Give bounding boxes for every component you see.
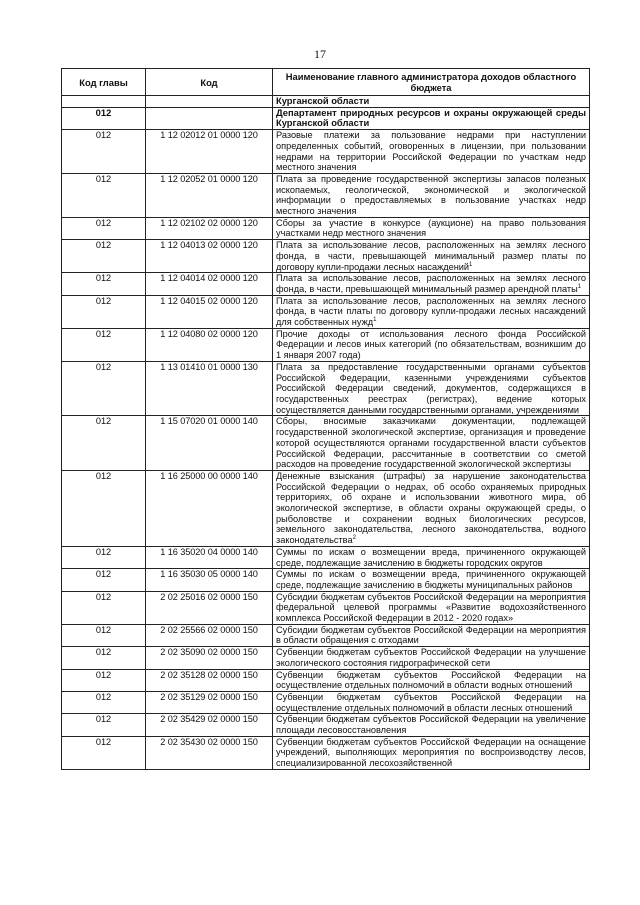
table-row xyxy=(62,669,590,691)
cell-code: 2 02 35430 02 0000 150 xyxy=(146,736,273,769)
cell-name xyxy=(273,217,590,239)
table-header-row xyxy=(62,69,590,96)
table-row xyxy=(62,569,590,591)
cell-code: 1 12 04014 02 0000 120 xyxy=(146,273,273,295)
name-text: Департамент природных ресурсов и охраны окружающей среды Курганской области xyxy=(276,106,586,129)
cell-chief-code xyxy=(62,96,146,108)
name-text: Курганской области xyxy=(276,95,370,106)
footnote-marker: 2 xyxy=(352,535,356,542)
cell-name xyxy=(273,173,590,217)
name-text: Плата за использование лесов, расположенных на землях лесного фонда, в части платы по договору купли-продажи лесных насаждений для собственных нужд xyxy=(276,295,586,328)
cell-name xyxy=(273,647,590,669)
cell-name xyxy=(273,328,590,361)
cell-code: 1 15 07020 01 0000 140 xyxy=(146,416,273,471)
cell-code: 1 12 02102 02 0000 120 xyxy=(146,217,273,239)
cell-code: 1 16 35020 04 0000 140 xyxy=(146,546,273,568)
table-row xyxy=(62,130,590,174)
cell-chief-code: 012 xyxy=(62,569,146,591)
name-text: Суммы по искам о возмещении вреда, причиненного окружающей среде, подлежащие зачислению в бюджеты муниципальных районов xyxy=(276,569,586,590)
table-row xyxy=(62,173,590,217)
cell-chief-code: 012 xyxy=(62,416,146,471)
header-code: Код xyxy=(146,69,273,96)
cell-chief-code: 012 xyxy=(62,736,146,769)
table-row xyxy=(62,591,590,624)
footnote-marker: 1 xyxy=(577,283,582,290)
cell-chief-code: 012 xyxy=(62,217,146,239)
table-row xyxy=(62,328,590,361)
cell-chief-code: 012 xyxy=(62,470,146,546)
name-text: Субвенции бюджетам субъектов Российской Федерации на осуществление отдельных полномочий в области лесных отношений xyxy=(276,691,586,713)
cell-code: 2 02 35129 02 0000 150 xyxy=(146,691,273,713)
cell-chief-code: 012 xyxy=(62,591,146,624)
cell-name xyxy=(273,130,590,174)
cell-chief-code: 012 xyxy=(62,295,146,328)
cell-name xyxy=(273,273,590,295)
cell-code: 2 02 35429 02 0000 150 xyxy=(146,714,273,736)
header-name: Наименование главного администратора доходов областного бюджета xyxy=(273,69,590,96)
name-text: Субвенции бюджетам субъектов Российской Федерации на увеличение площади лесовосстановления xyxy=(276,714,586,736)
cell-code: 1 16 35030 05 0000 140 xyxy=(146,569,273,591)
cell-name xyxy=(273,569,590,591)
name-text: Субвенции бюджетам субъектов Российской Федерации на оснащение учреждений, выполняющих мероприятия по воспроизводству лесов, специализированной лесохозяйственной xyxy=(276,736,586,769)
name-text: Разовые платежи за пользование недрами при наступлении определенных событий, оговоренных в лицензии, при пользовании недрами на территории Российской Федерации по участкам недр местного значения xyxy=(276,130,586,173)
cell-code xyxy=(146,107,273,129)
cell-name xyxy=(273,416,590,471)
cell-code: 1 12 04013 02 0000 120 xyxy=(146,240,273,273)
cell-code: 1 12 04015 02 0000 120 xyxy=(146,295,273,328)
name-text: Сборы, вносимые заказчиками документации, подлежащей государственной экологической экспертизе, организация и проведение которой осуществляются органами государственной власти субъектов Российской Федерации, рассчитанные в соответствии со сметой расходов на проведение государственной экологической экспертизы xyxy=(276,416,586,470)
cell-code: 1 12 02012 01 0000 120 xyxy=(146,130,273,174)
cell-chief-code: 012 xyxy=(62,647,146,669)
name-text: Субсидии бюджетам субъектов Российской Федерации на мероприятия федеральной целевой программы «Развитие водохозяйственного комплекса Российской Федерации в 2012 - 2020 годах» xyxy=(276,591,586,624)
cell-chief-code: 012 xyxy=(62,691,146,713)
cell-name xyxy=(273,714,590,736)
cell-name xyxy=(273,96,590,108)
cell-chief-code: 012 xyxy=(62,361,146,416)
name-text: Плата за проведение государственной экспертизы запасов полезных ископаемых, геологической, экономической и экологической информации о предоставляемых в пользование участках недр местного значения xyxy=(276,173,586,217)
table-row xyxy=(62,96,590,108)
table-row xyxy=(62,217,590,239)
table-row xyxy=(62,416,590,471)
cell-name xyxy=(273,624,590,646)
cell-chief-code: 012 xyxy=(62,669,146,691)
name-text: Денежные взыскания (штрафы) за нарушение законодательства Российской Федерации о недрах, об особо охраняемых природных территориях, об охране и использовании животного мира, об экологической экспертизе, в области охраны окружающей среды, о рыболовстве и сохранении водных биологических ресурсов, земельного законодательства, лесного законодательства, водного законодательства xyxy=(276,470,586,546)
cell-code xyxy=(146,96,273,108)
footnote-marker: 1 xyxy=(373,317,377,323)
name-text: Плата за использование лесов, расположенных на землях лесного фонда, в части, превышающей минимальный размер платы по договору купли-продажи лесных насаждений xyxy=(276,240,586,272)
cell-code: 1 12 02052 01 0000 120 xyxy=(146,173,273,217)
cell-chief-code: 012 xyxy=(62,107,146,129)
cell-chief-code: 012 xyxy=(62,714,146,736)
table-row xyxy=(62,240,590,273)
cell-chief-code: 012 xyxy=(62,328,146,361)
cell-code: 1 13 01410 01 0000 130 xyxy=(146,361,273,416)
cell-chief-code: 012 xyxy=(62,130,146,174)
cell-name xyxy=(273,691,590,713)
name-text: Субвенции бюджетам субъектов Российской Федерации на осуществление отдельных полномочий в области водных отношений xyxy=(276,669,586,691)
cell-name xyxy=(273,107,590,129)
cell-code: 2 02 35090 02 0000 150 xyxy=(146,647,273,669)
name-text: Плата за предоставление государственными органами субъектов Российской Федерации, казенными учреждениями субъектов Российской Федерации сведений, документов, содержащихся в государственных реестрах (регистрах), ведение которых осуществляется данными государственными органами, учреждениями xyxy=(276,361,586,415)
footnote-marker: 1 xyxy=(469,261,473,268)
page-number: 17 xyxy=(314,47,326,61)
name-text: Суммы по искам о возмещении вреда, причиненного окружающей среде, подлежащие зачислению в бюджеты городских округов xyxy=(276,546,586,568)
cell-name xyxy=(273,361,590,416)
table-row xyxy=(62,647,590,669)
cell-code: 1 16 25000 00 0000 140 xyxy=(146,470,273,546)
revenue-admin-table xyxy=(61,68,590,770)
table-row xyxy=(62,546,590,568)
table-row xyxy=(62,295,590,328)
table-row xyxy=(62,107,590,129)
cell-name xyxy=(273,736,590,769)
table-row xyxy=(62,624,590,646)
name-text: Субвенции бюджетам субъектов Российской Федерации на улучшение экологического состояния гидрографической сети xyxy=(276,647,586,668)
cell-chief-code: 012 xyxy=(62,173,146,217)
cell-name xyxy=(273,546,590,568)
cell-name xyxy=(273,669,590,691)
cell-code: 2 02 25016 02 0000 150 xyxy=(146,591,273,624)
name-text: Сборы за участие в конкурсе (аукционе) на право пользования участками недр местного значения xyxy=(276,217,586,239)
name-text: Прочие доходы от использования лесного фонда Российской Федерации и лесов иных категорий (по обязательствам, возникшим до 1 января 2007 года) xyxy=(276,328,586,361)
table-row xyxy=(62,691,590,713)
table-row xyxy=(62,470,590,546)
cell-name xyxy=(273,295,590,328)
cell-name xyxy=(273,591,590,624)
cell-code: 1 12 04080 02 0000 120 xyxy=(146,328,273,361)
table-row xyxy=(62,273,590,295)
cell-code: 2 02 25566 02 0000 150 xyxy=(146,624,273,646)
table-row xyxy=(62,714,590,736)
cell-chief-code: 012 xyxy=(62,546,146,568)
table-row xyxy=(62,361,590,416)
cell-chief-code: 012 xyxy=(62,240,146,273)
table-row xyxy=(62,736,590,769)
cell-chief-code: 012 xyxy=(62,624,146,646)
cell-chief-code: 012 xyxy=(62,273,146,295)
cell-name xyxy=(273,470,590,546)
header-chief-code: Код главы xyxy=(62,69,146,96)
name-text: Плата за использование лесов, расположенных на землях лесного фонда, в части, превышающей минимальный размер арендной платы xyxy=(276,273,586,294)
name-text: Субсидии бюджетам субъектов Российской Федерации на мероприятия в области обращения с отходами xyxy=(276,624,586,646)
table-body xyxy=(62,96,590,770)
cell-name xyxy=(273,240,590,273)
cell-code: 2 02 35128 02 0000 150 xyxy=(146,669,273,691)
